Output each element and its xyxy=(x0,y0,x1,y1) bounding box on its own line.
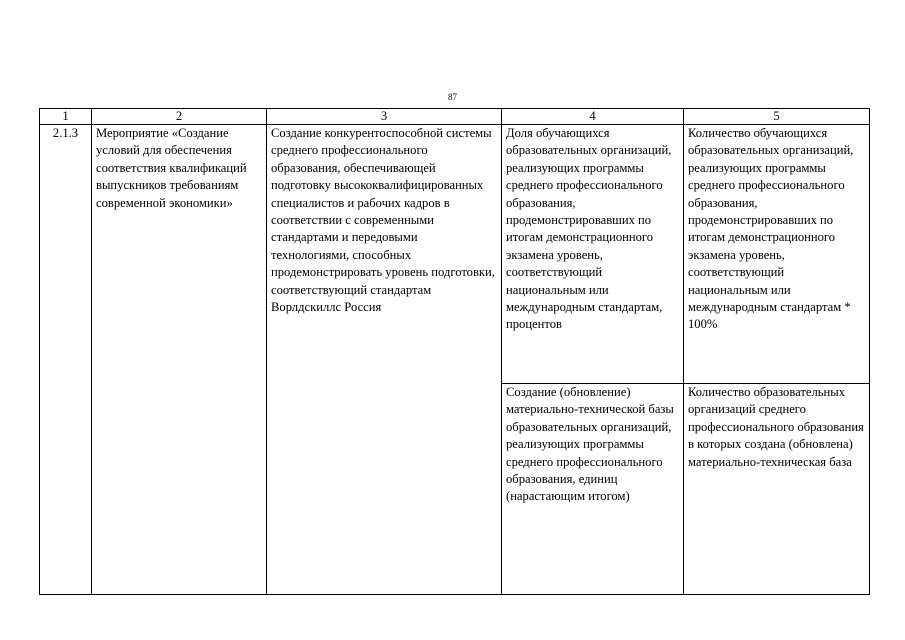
item-code-cell xyxy=(40,125,92,595)
activity-cell xyxy=(92,125,267,595)
column-header-1: 1 xyxy=(40,109,92,125)
indicator-name: Доля обучающихся образовательных организаций, реализующих программы среднего профессионального образования, продемонстрировавших по итогам демонстрационного экзамена уровень, соответствующий национальным или международным стандартам, процентов xyxy=(506,126,672,332)
table-header-row xyxy=(40,109,870,125)
indicator-method: Количество образовательных организаций среднего профессионального образования в которых создана (обновлена) материально-техническая база xyxy=(688,385,864,469)
column-header-5: 5 xyxy=(684,109,870,125)
item-code: 2.1.3 xyxy=(52,126,79,140)
indicator-method-cell xyxy=(684,384,870,595)
column-header-4: 4 xyxy=(502,109,684,125)
indicator-name-cell xyxy=(502,125,684,384)
result-text: Создание конкурентоспособной системы среднего профессионального образования, обеспечивающей подготовку высококвалифицированных специалистов и рабочих кадров в соответствии с современными стандартами и передовыми технологиями, способных продемонстрировать уровень подготовки, соответствующий стандартам Ворлдскиллс Россия xyxy=(271,126,495,315)
activity-text: Мероприятие «Создание условий для обеспечения соответствия квалификаций выпускников требованиям современной экономики» xyxy=(96,126,247,210)
program-table xyxy=(39,108,870,595)
table-row xyxy=(40,125,870,384)
column-header-2: 2 xyxy=(92,109,267,125)
result-cell xyxy=(267,125,502,595)
page-number: 87 xyxy=(448,92,457,102)
indicator-method: Количество обучающихся образовательных организаций, реализующих программы среднего профессионального образования, продемонстрировавших по итогам демонстрационного экзамена уровень, соответствующий национальным или международным стандартам * 100% xyxy=(688,126,854,332)
indicator-method-cell xyxy=(684,125,870,384)
column-header-3: 3 xyxy=(267,109,502,125)
indicator-name-cell xyxy=(502,384,684,595)
indicator-name: Создание (обновление) материально-технической базы образовательных организаций, реализующих программы среднего профессионального образования, единиц (нарастающим итогом) xyxy=(506,385,674,504)
